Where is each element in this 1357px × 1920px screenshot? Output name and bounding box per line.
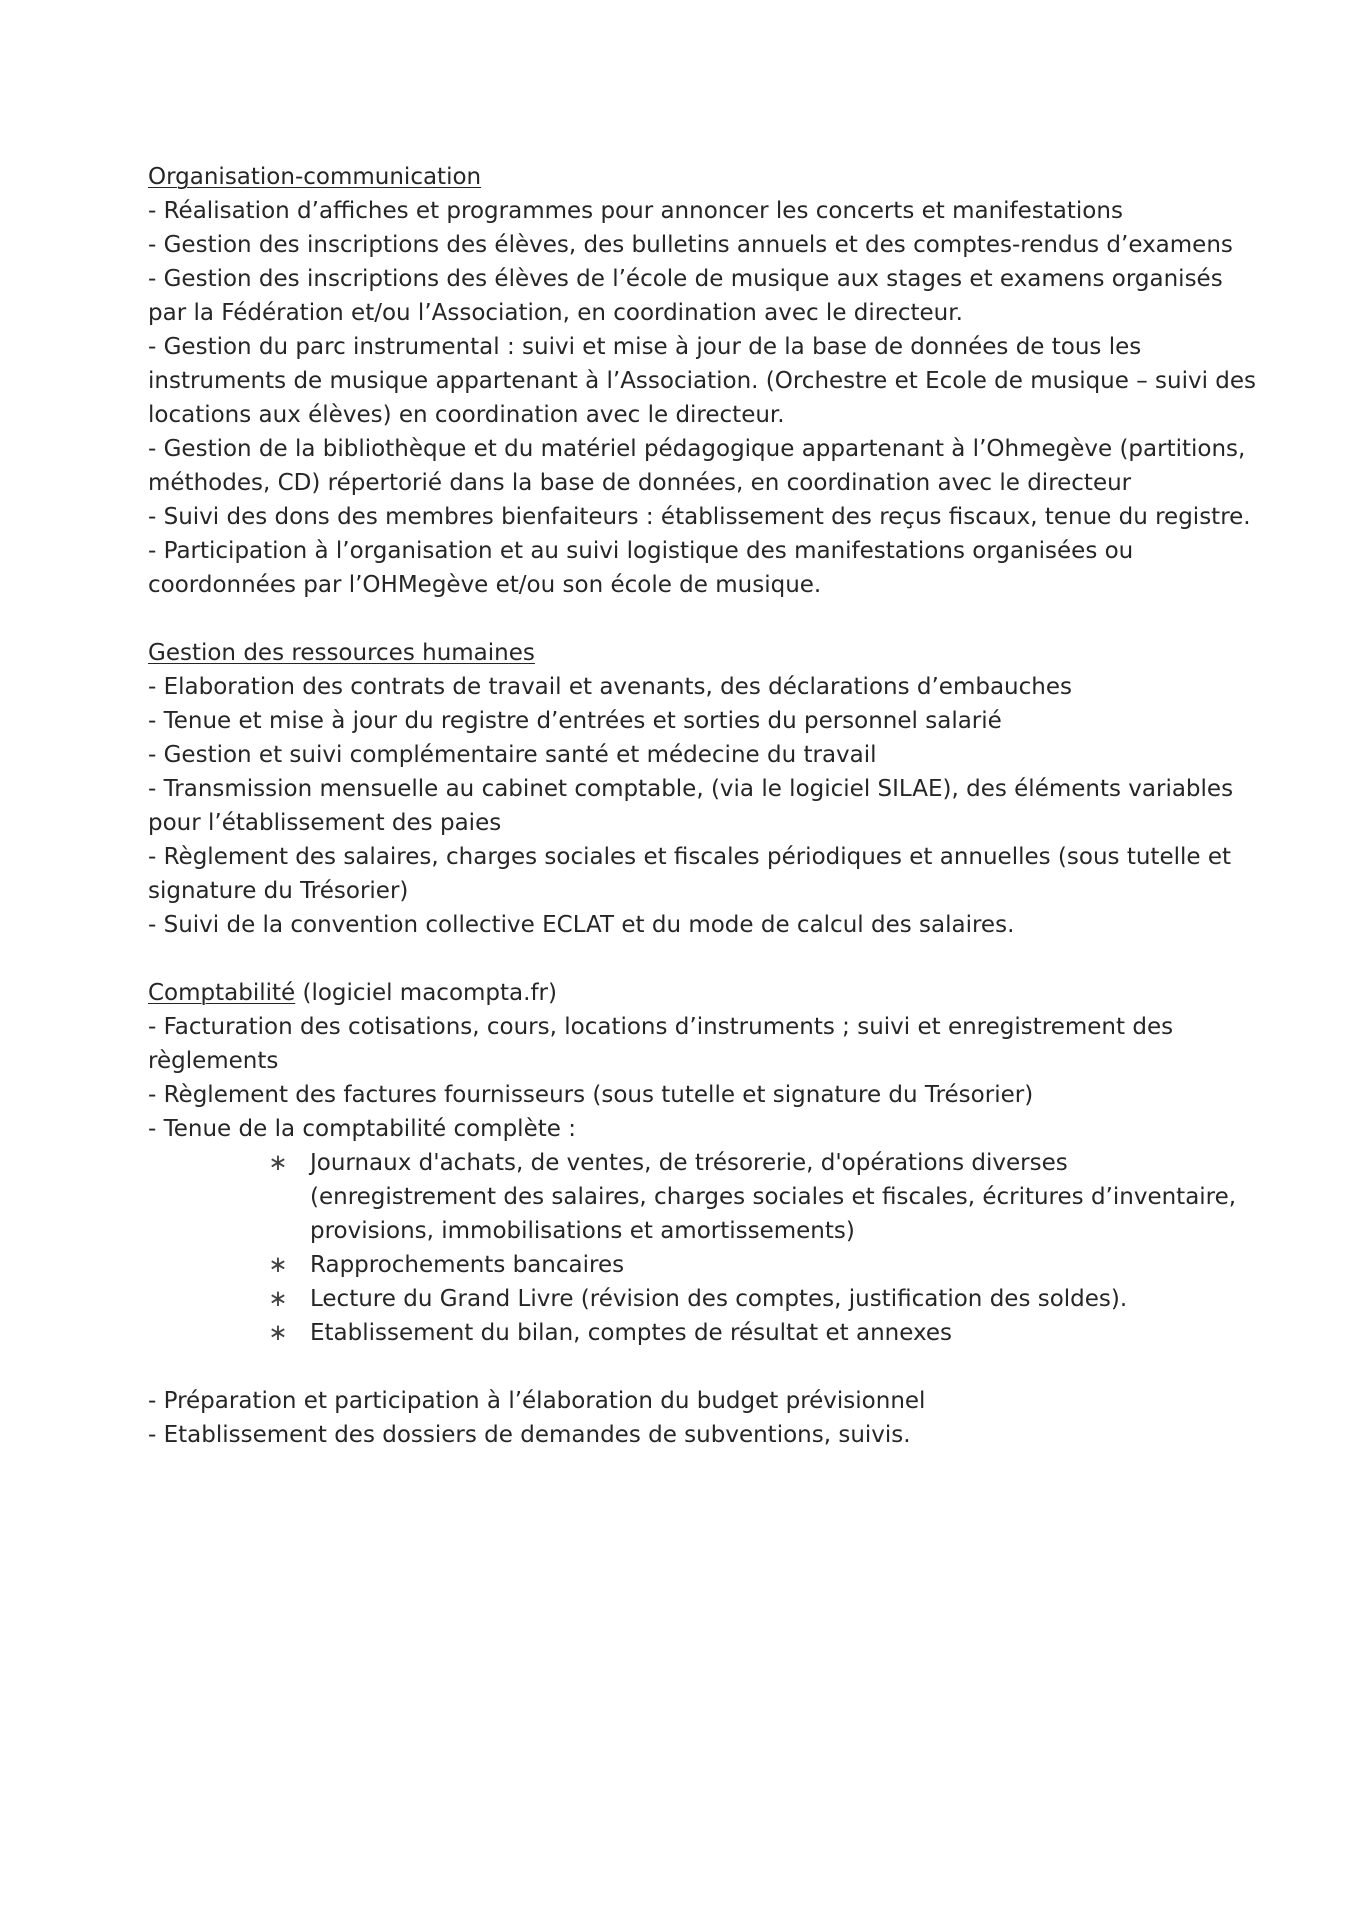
sublist-item: ∗ Etablissement du bilan, comptes de résultat et annexes	[148, 1316, 1258, 1350]
asterisk-bullet-icon: ∗	[268, 1252, 288, 1278]
list-item: - Gestion de la bibliothèque et du matériel pédagogique appartenant à l’Ohmegève (partitions, méthodes, CD) répertorié dans la base de données, en coordination avec le directeur	[148, 436, 1246, 496]
section-ressources-humaines	[148, 636, 1258, 942]
list-item: - Tenue de la comptabilité complète :	[148, 1116, 576, 1142]
section-heading-organisation: Organisation-communication	[148, 164, 482, 190]
sublist-item: ∗ Rapprochements bancaires	[148, 1248, 1258, 1282]
asterisk-bullet-icon: ∗	[268, 1286, 288, 1312]
list-item: - Participation à l’organisation et au suivi logistique des manifestations organisées ou coordonnées par l’OHMegève et/ou son école de musique.	[148, 538, 1134, 598]
list-item: - Transmission mensuelle au cabinet comptable, (via le logiciel SILAE), des éléments variables pour l’établissement des paies	[148, 776, 1234, 836]
list-item: - Gestion du parc instrumental : suivi et mise à jour de la base de données de tous les instruments de musique appartenant à l’Association. (Orchestre et Ecole de musique – suivi des locations aux élèves) en coordination avec le directeur.	[148, 334, 1257, 428]
asterisk-bullet-icon: ∗	[268, 1320, 288, 1346]
list-item: - Réalisation d’affiches et programmes pour annoncer les concerts et manifestations	[148, 198, 1123, 224]
list-item: - Suivi de la convention collective ECLAT et du mode de calcul des salaires.	[148, 912, 1015, 938]
list-item: - Règlement des factures fournisseurs (sous tutelle et signature du Trésorier)	[148, 1082, 1034, 1108]
sublist-item: ∗ Lecture du Grand Livre (révision des comptes, justification des soldes).	[148, 1282, 1258, 1316]
list-item: - Etablissement des dossiers de demandes de subventions, suivis.	[148, 1422, 911, 1448]
section-heading-comptabilite: Comptabilité (logiciel macompta.fr)	[148, 980, 557, 1006]
list-item: - Tenue et mise à jour du registre d’entrées et sorties du personnel salarié	[148, 708, 1002, 734]
list-item: - Gestion des inscriptions des élèves de l’école de musique aux stages et examens organisés par la Fédération et/ou l’Association, en coordination avec le directeur.	[148, 266, 1223, 326]
sublist-item: ∗ Journaux d'achats, de ventes, de trésorerie, d'opérations diverses (enregistrement des salaires, charges sociales et fiscales, écritures d’inventaire, provisions, immobilisations et amortissements)	[148, 1146, 1258, 1248]
list-item: - Elaboration des contrats de travail et avenants, des déclarations d’embauches	[148, 674, 1072, 700]
list-item: - Gestion des inscriptions des élèves, des bulletins annuels et des comptes-rendus d’examens	[148, 232, 1233, 258]
document-body	[148, 160, 1258, 1452]
asterisk-bullet-icon: ∗	[268, 1150, 288, 1176]
section-organisation-communication	[148, 160, 1258, 602]
list-item: - Préparation et participation à l’élaboration du budget prévisionnel	[148, 1388, 926, 1414]
list-item: - Suivi des dons des membres bienfaiteurs : établissement des reçus fiscaux, tenue du registre.	[148, 504, 1251, 530]
comptabilite-sublist	[148, 1146, 1258, 1350]
section-heading-suffix: (logiciel macompta.fr)	[295, 980, 557, 1006]
list-item: - Règlement des salaires, charges sociales et fiscales périodiques et annuelles (sous tutelle et signature du Trésorier)	[148, 844, 1231, 904]
section-comptabilite	[148, 976, 1258, 1452]
section-heading-rh: Gestion des ressources humaines	[148, 640, 535, 666]
list-item: - Facturation des cotisations, cours, locations d’instruments ; suivi et enregistrement des règlements	[148, 1014, 1174, 1074]
list-item: - Gestion et suivi complémentaire santé et médecine du travail	[148, 742, 877, 768]
comptabilite-closing-items	[148, 1384, 1258, 1452]
